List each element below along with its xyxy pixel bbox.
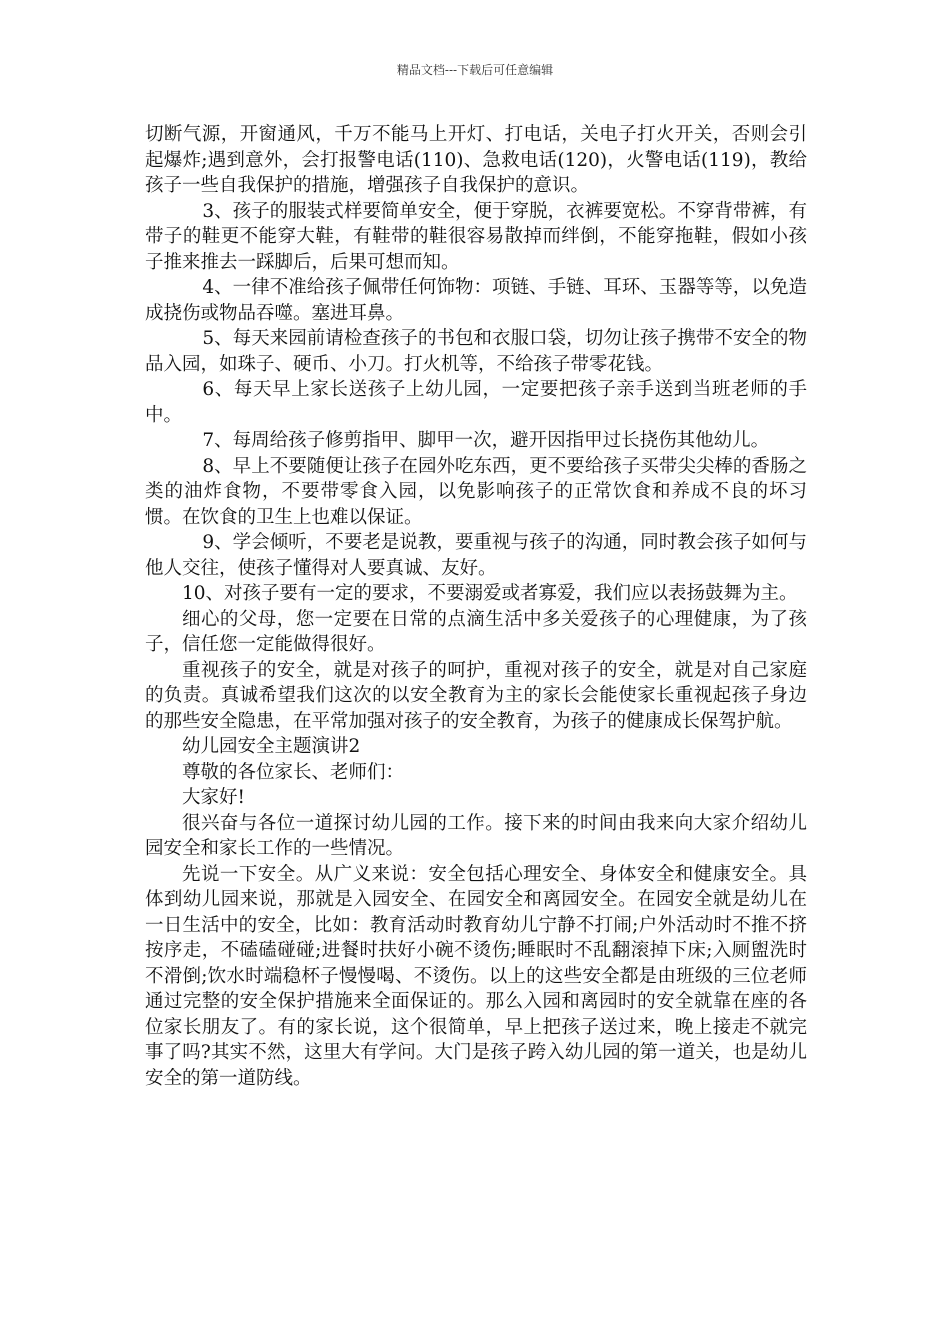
paragraph: 4、一律不准给孩子佩带任何饰物：项链、手链、耳环、玉器等等，以免造成挠伤或物品吞噬。塞进耳鼻。 — [145, 277, 807, 324]
greeting: 大家好! — [182, 787, 245, 808]
section-title: 幼儿园安全主题演讲2 — [182, 736, 361, 757]
paragraph: 9、学会倾听，不要老是说教，要重视与孩子的沟通，同时教会孩子如何与他人交往，使孩子懂得对人要真诚、友好。 — [145, 532, 807, 579]
paragraph: 6、每天早上家长送孩子上幼儿园，一定要把孩子亲手送到当班老师的手中。 — [145, 379, 807, 426]
paragraph: 8、早上不要随便让孩子在园外吃东西，更不要给孩子买带尖尖棒的香肠之类的油炸食物，不要带零食入园，以免影响孩子的正常饮食和养成不良的坏习惯。在饮食的卫生上也难以保证。 — [145, 455, 807, 528]
paragraph: 重视孩子的安全，就是对孩子的呵护，重视对孩子的安全，就是对自己家庭的负责。真诚希望我们这次的以安全教育为主的家长会能使家长重视起孩子身边的那些安全隐患，在平常加强对孩子的安全教育，为孩子的健康成长保驾护航。 — [145, 659, 807, 732]
paragraph: 3、孩子的服装式样要简单安全，便于穿脱，衣裤要宽松。不穿背带裤，有带子的鞋更不能穿大鞋，有鞋带的鞋很容易散掉而绊倒，不能穿拖鞋，假如小孩子推来推去一踩脚后，后果可想而知。 — [145, 200, 807, 273]
document-body — [145, 122, 807, 1091]
salutation: 尊敬的各位家长、老师们： — [182, 761, 405, 783]
paragraph: 先说一下安全。从广义来说：安全包括心理安全、身体安全和健康安全。具体到幼儿园来说，那就是入园安全、在园安全和离园安全。在园安全就是幼儿在一日生活中的安全，比如：教育活动时教育幼儿宁静不打闹;户外活动时不推不挤按序走，不磕磕碰碰;进餐时扶好小碗不烫伤;睡眠时不乱翻滚掉下床;入厕盥洗时不滑倒;饮水时端稳杯子慢慢喝、不烫伤。以上的这些安全都是由班级的三位老师通过完整的安全保护措施来全面保证的。那么入园和离园时的安全就靠在座的各位家长朋友了。有的家长说，这个很简单，早上把孩子送过来，晚上接走不就完事了吗?其实不然，这里大有学问。大门是孩子跨入幼儿园的第一道关，也是幼儿安全的第一道防线。 — [145, 863, 807, 1089]
paragraph: 很兴奋与各位一道探讨幼儿园的工作。接下来的时间由我来向大家介绍幼儿园安全和家长工作的一些情况。 — [145, 812, 807, 859]
paragraph: 5、每天来园前请检查孩子的书包和衣服口袋，切勿让孩子携带不安全的物品入园，如珠子、硬币、小刀。打火机等，不给孩子带零花钱。 — [145, 328, 807, 375]
page-header: 精品文档---下载后可任意编辑 — [396, 63, 554, 77]
paragraph: 10、对孩子要有一定的要求，不要溺爱或者寡爱，我们应以表扬鼓舞为主。 — [182, 583, 798, 604]
paragraph: 切断气源，开窗通风，千万不能马上开灯、打电话，关电子打火开关，否则会引起爆炸;遇到意外，会打报警电话(110)、急救电话(120)，火警电话(119)，教给孩子一些自我保护的措施，增强孩子自我保护的意识。 — [145, 124, 807, 196]
paragraph: 7、每周给孩子修剪指甲、脚甲一次，避开因指甲过长挠伤其他幼儿。 — [202, 430, 770, 451]
paragraph: 细心的父母，您一定要在日常的点滴生活中多关爱孩子的心理健康，为了孩子，信任您一定能做得很好。 — [145, 608, 807, 655]
